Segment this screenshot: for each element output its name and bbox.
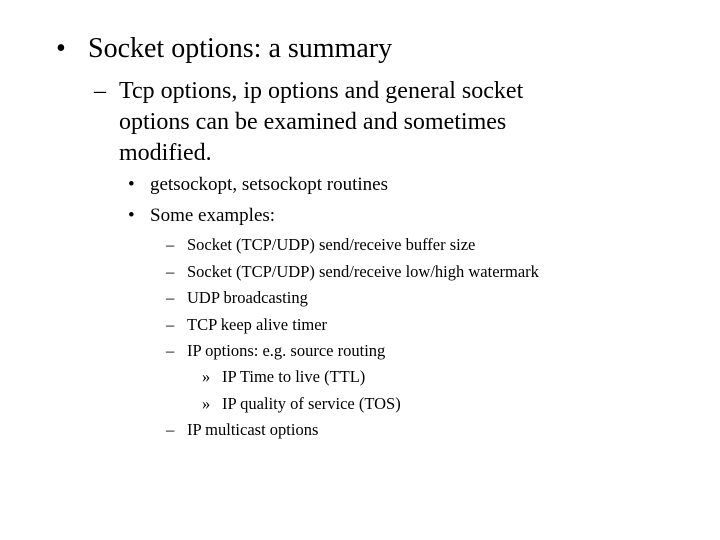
point-bullet: • — [128, 205, 135, 226]
slide-title: Socket options: a summary — [88, 33, 393, 64]
ip-option-marker: » — [202, 367, 211, 386]
example-item: TCP keep alive timer — [187, 315, 328, 334]
example-dash: – — [166, 262, 175, 281]
title-bullet: • — [56, 33, 66, 64]
example-item: IP options: e.g. source routing — [187, 341, 386, 360]
example-dash: – — [166, 235, 175, 254]
sub-point — [119, 76, 523, 169]
ip-option-item: IP Time to live (TTL) — [222, 367, 366, 386]
example-item: IP multicast options — [187, 420, 319, 439]
sub-dash: – — [94, 78, 106, 104]
example-item: Socket (TCP/UDP) send/receive buffer size — [187, 235, 476, 254]
point-bullet: • — [128, 174, 135, 195]
sub-point-line-1: Tcp options, ip options and general socket — [119, 78, 524, 104]
example-dash: – — [166, 341, 175, 360]
example-item: UDP broadcasting — [187, 288, 308, 307]
ip-option-marker: » — [202, 394, 211, 413]
point-routines: getsockopt, setsockopt routines — [150, 174, 388, 195]
example-dash: – — [166, 288, 175, 307]
ip-option-item: IP quality of service (TOS) — [222, 394, 401, 413]
example-item: Socket (TCP/UDP) send/receive low/high watermark — [187, 262, 539, 281]
sub-point-line-2: options can be examined and sometimes — [119, 109, 507, 135]
point-examples: Some examples: — [150, 205, 276, 226]
sub-point-line-3: modified. — [119, 140, 212, 166]
example-dash: – — [166, 420, 175, 439]
example-dash: – — [166, 315, 175, 334]
